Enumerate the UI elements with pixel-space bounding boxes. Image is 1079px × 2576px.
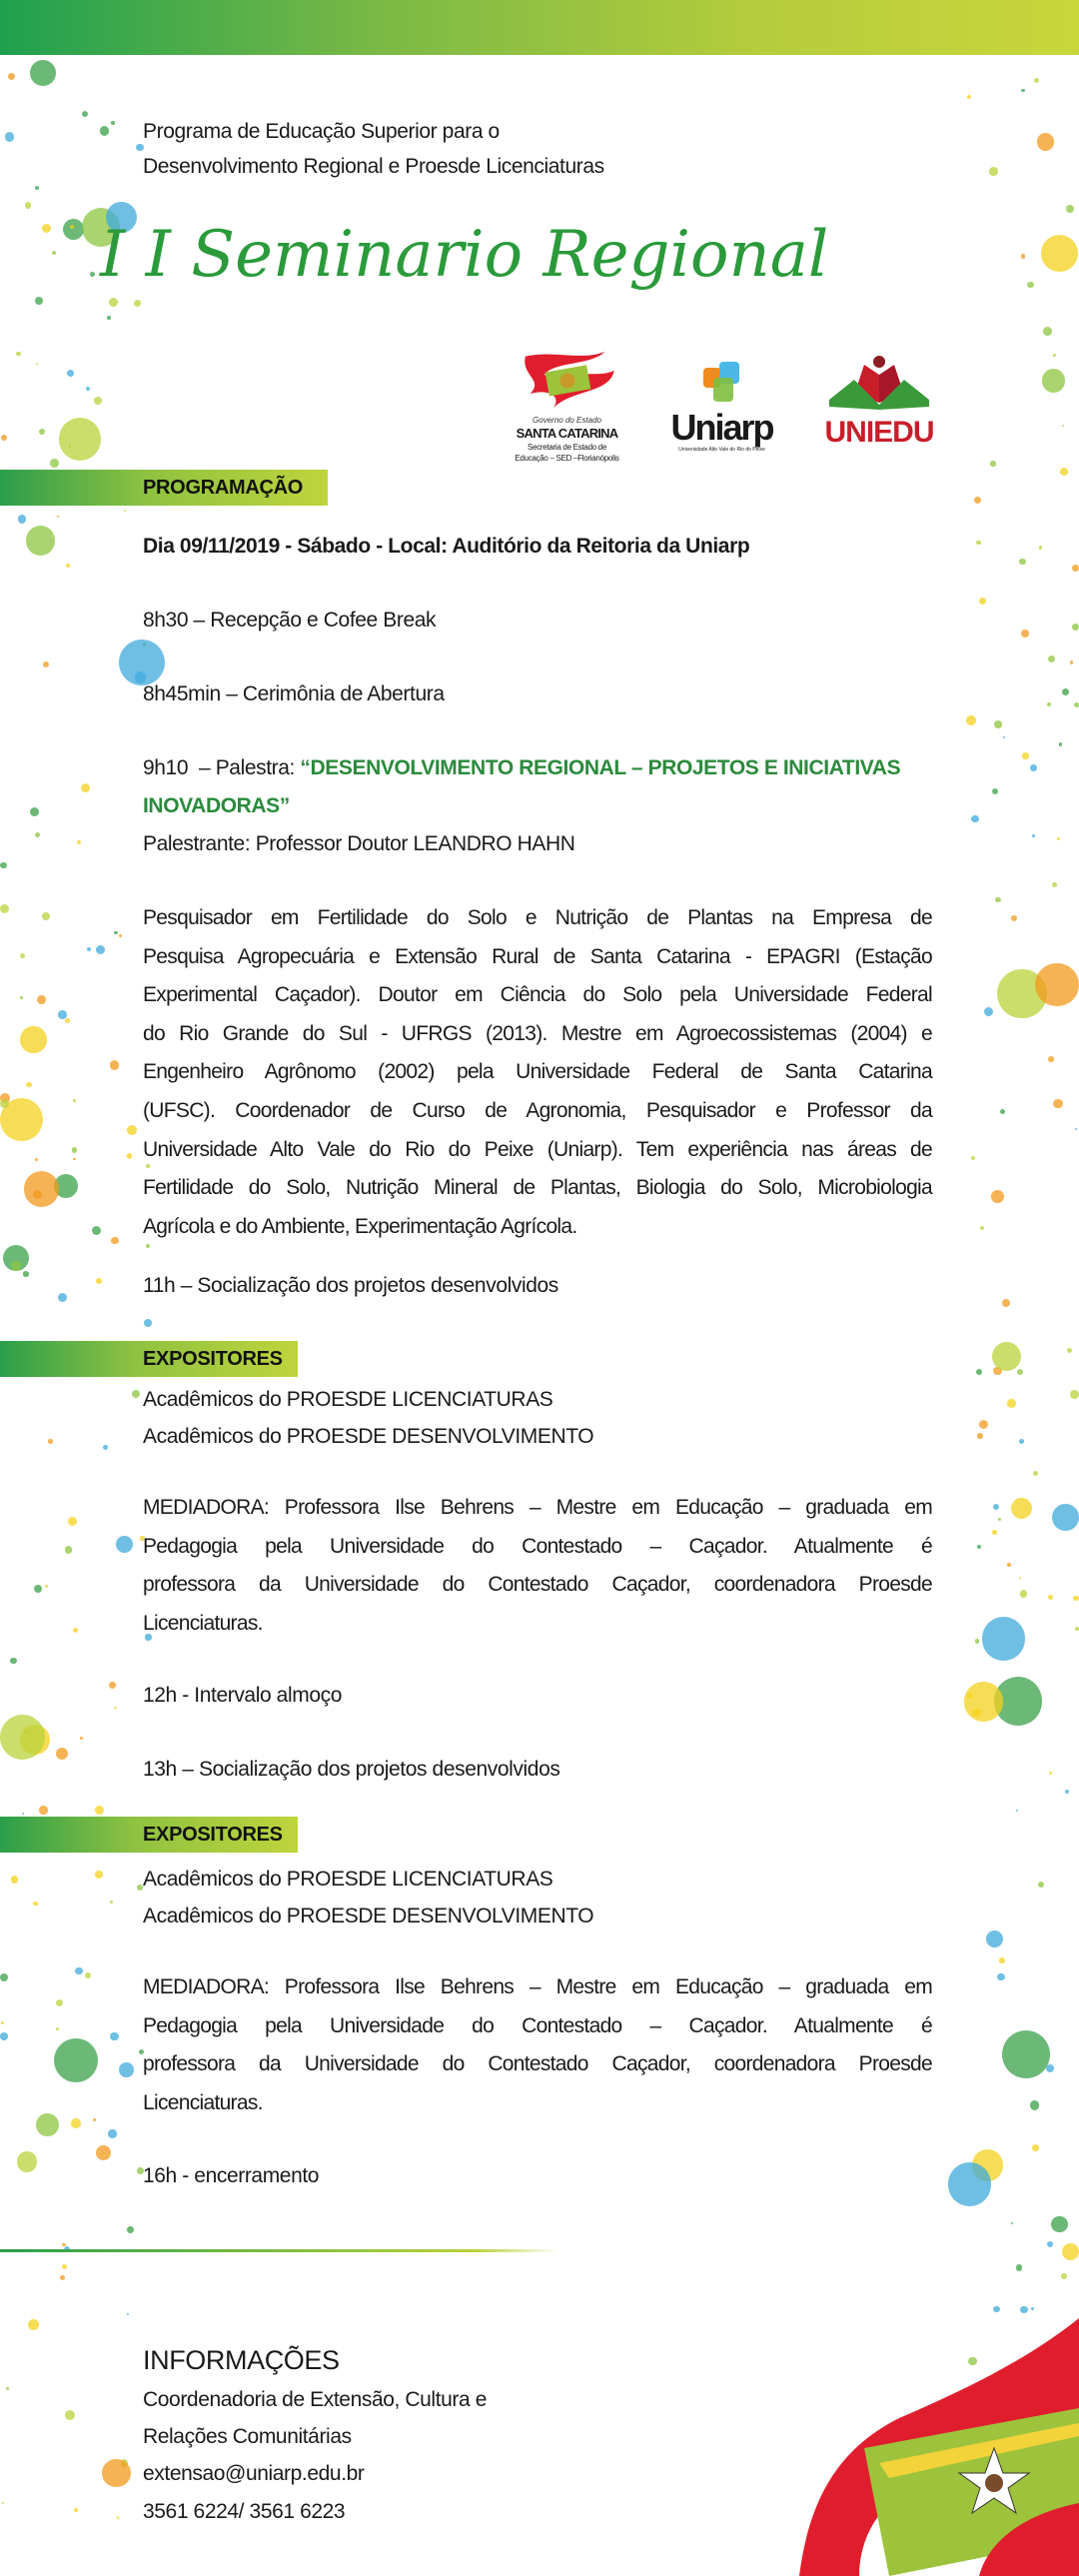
- paint-splatter: [11, 1876, 18, 1883]
- schedule-item: 8h45min – Cerimônia de Abertura: [143, 682, 445, 705]
- paint-splatter: [995, 897, 1001, 903]
- divider: [0, 2249, 559, 2252]
- paint-splatter: [35, 297, 43, 305]
- mediator-description: [143, 1975, 932, 2129]
- paint-splatter: [1047, 702, 1051, 706]
- mediator-line: Pedagogia pela Universidade do Contestado – Caçador. Atualmente é: [143, 1534, 932, 1558]
- paint-splatter: [1017, 1369, 1023, 1375]
- paint-splatter: [25, 202, 32, 209]
- paint-splatter: [1030, 764, 1037, 771]
- paint-splatter: [73, 1099, 76, 1102]
- section-heading: PROGRAMAÇÃO: [143, 477, 304, 499]
- paint-splatter: [967, 95, 971, 99]
- paint-splatter: [1046, 2064, 1054, 2072]
- paint-splatter: [117, 2516, 119, 2518]
- paint-splatter: [34, 1585, 42, 1593]
- paint-splatter: [1000, 1109, 1005, 1114]
- paint-splatter: [989, 167, 998, 176]
- paint-splatter: [975, 1639, 979, 1643]
- paint-splatter: [119, 640, 165, 685]
- paint-splatter: [5, 132, 14, 141]
- paint-splatter: [110, 2032, 118, 2040]
- paint-splatter: [8, 73, 15, 80]
- bio-line: (UFSC). Coordenador de Curso de Agronomia, Pesquisador e Professor da: [143, 1098, 932, 1122]
- paint-splatter: [23, 1271, 29, 1277]
- paint-splatter: [87, 947, 92, 952]
- logo-uniedu: [814, 355, 944, 455]
- paint-splatter: [74, 2508, 78, 2512]
- info-email-link[interactable]: extensao@uniarp.edu.br: [143, 2462, 365, 2485]
- paint-splatter: [136, 144, 144, 152]
- paint-splatter: [20, 1026, 46, 1052]
- bio-line: do Rio Grande do Sul - UFRGS (2013). Mestre em Agroecossistemas (2004) e: [143, 1021, 932, 1045]
- paint-splatter: [96, 945, 105, 954]
- paint-splatter: [111, 1237, 119, 1245]
- paint-splatter: [2, 2502, 5, 2505]
- paint-splatter: [1072, 624, 1079, 631]
- schedule-item: 13h – Socialização dos projetos desenvolvidos: [143, 1758, 560, 1781]
- paint-splatter: [26, 526, 56, 556]
- info-line: Relações Comunitárias: [143, 2425, 352, 2448]
- paint-splatter: [1067, 1348, 1072, 1353]
- logo-text: Educação – SED –Florianópolis: [515, 454, 619, 463]
- paint-splatter: [56, 2027, 59, 2030]
- paint-splatter: [1074, 702, 1079, 707]
- paint-splatter: [65, 2410, 75, 2420]
- bio-line: Pesquisa Agropecuária e Extensão Rural de Santa Catarina - EPAGRI (Estação: [143, 944, 932, 968]
- paint-splatter: [991, 1190, 1003, 1202]
- paint-splatter: [48, 1439, 53, 1444]
- section-band-expositores: [0, 1817, 298, 1853]
- paint-splatter: [1070, 660, 1074, 664]
- schedule-item: 16h - encerramento: [143, 2164, 320, 2187]
- paint-splatter: [65, 1546, 73, 1554]
- paint-splatter: [17, 2151, 38, 2172]
- paint-splatter: [1022, 752, 1028, 758]
- paint-splatter: [86, 387, 90, 391]
- paint-splatter: [60, 2275, 65, 2280]
- section-band-programacao: [0, 470, 328, 506]
- logo-text: SANTA CATARINA: [516, 426, 618, 441]
- page-title: I I Seminario Regional: [100, 218, 829, 292]
- paint-splatter: [986, 1931, 1003, 1947]
- paint-splatter: [1072, 565, 1079, 572]
- paint-splatter: [110, 1060, 119, 1069]
- paint-splatter: [42, 224, 51, 233]
- paint-splatter: [1062, 425, 1065, 428]
- paint-splatter: [39, 1806, 48, 1815]
- paint-splatter: [1019, 1577, 1021, 1579]
- paint-splatter: [1021, 630, 1029, 638]
- paint-splatter: [1003, 736, 1005, 738]
- mediator-description: [143, 1496, 932, 1650]
- paint-splatter: [1062, 688, 1069, 695]
- paint-splatter: [1047, 2241, 1053, 2247]
- paint-splatter: [73, 1158, 75, 1160]
- paint-splatter: [1037, 133, 1054, 150]
- paint-splatter: [103, 1445, 108, 1450]
- bio-line: Experimental Caçador). Doutor em Ciência do Solo pela Universidade Federal: [143, 983, 932, 1007]
- santa-catarina-flag-decoration: [779, 2298, 1079, 2576]
- schedule-item: 8h30 – Recepção e Cofee Break: [143, 609, 437, 632]
- bio-line: Engenheiro Agrônomo (2002) pela Universidade Federal de Santa Catarina: [143, 1060, 932, 1084]
- paint-splatter: [964, 1682, 1004, 1722]
- paint-splatter: [1048, 1056, 1054, 1062]
- logo-text: Governo do Estado: [533, 416, 601, 425]
- paint-splatter: [1052, 882, 1057, 887]
- logo-text: Universidade Alto Vale do Rio do Peixe: [678, 447, 765, 453]
- paint-splatter: [1011, 915, 1018, 922]
- paint-splatter: [92, 1226, 102, 1236]
- paint-splatter: [119, 934, 122, 937]
- paint-splatter: [16, 352, 20, 356]
- paint-splatter: [6, 2387, 9, 2390]
- paint-splatter: [1019, 1439, 1024, 1444]
- paint-splatter: [57, 516, 59, 518]
- paint-splatter: [1, 2021, 4, 2024]
- paint-splatter: [56, 1999, 63, 2006]
- paint-splatter: [26, 1082, 31, 1087]
- paint-splatter: [109, 1682, 116, 1689]
- paint-splatter: [45, 1585, 47, 1587]
- info-line: Coordenadoria de Extensão, Cultura e: [143, 2388, 487, 2411]
- uniedu-book-icon: [824, 355, 934, 410]
- paint-splatter: [992, 1530, 996, 1534]
- paint-splatter: [0, 2032, 8, 2040]
- paint-splatter: [62, 2264, 67, 2269]
- paint-splatter: [1016, 2264, 1022, 2270]
- paint-splatter: [977, 1545, 981, 1549]
- paint-splatter: [997, 1973, 1004, 1980]
- santa-catarina-emblem-icon: [513, 352, 622, 410]
- paint-splatter: [1053, 354, 1056, 357]
- paint-splatter: [82, 111, 89, 118]
- paint-splatter: [43, 661, 49, 667]
- paint-splatter: [1002, 2030, 1050, 2078]
- paint-splatter: [108, 2129, 116, 2137]
- paint-splatter: [990, 461, 995, 466]
- exhibitor: Acadêmicos do PROESDE LICENCIATURAS: [143, 1388, 553, 1411]
- paint-splatter: [20, 996, 23, 999]
- logo-text: Uniarp: [670, 407, 773, 448]
- paint-splatter: [1073, 1596, 1079, 1602]
- paint-splatter: [80, 1737, 84, 1741]
- paint-splatter: [999, 1957, 1004, 1962]
- paint-splatter: [66, 564, 70, 568]
- paint-splatter: [33, 1902, 37, 1906]
- paint-splatter: [974, 497, 981, 504]
- logo-text: UNIEDU: [824, 416, 934, 449]
- schedule-item: 12h - Intervalo almoço: [143, 1684, 342, 1707]
- bio-line: Agrícola e do Ambiente, Experimentação Agrícola.: [143, 1214, 577, 1238]
- paint-splatter: [71, 2118, 81, 2128]
- paint-splatter: [110, 1901, 113, 1904]
- paint-splatter: [35, 186, 39, 190]
- paint-splatter: [77, 840, 81, 844]
- paint-splatter: [144, 1319, 152, 1327]
- paint-splatter: [20, 953, 25, 958]
- paint-splatter: [59, 418, 101, 460]
- paint-splatter: [100, 126, 109, 135]
- info-phones: 3561 6224/ 3561 6223: [143, 2500, 346, 2523]
- paint-splatter: [972, 1709, 980, 1717]
- paint-splatter: [1, 435, 7, 441]
- section-heading: EXPOSITORES: [143, 1348, 283, 1370]
- speaker-bio: [143, 906, 932, 1253]
- paint-splatter: [30, 60, 56, 86]
- paint-splatter: [1038, 1882, 1044, 1888]
- paint-splatter: [1007, 1563, 1011, 1567]
- paint-splatter: [948, 2162, 992, 2206]
- paint-splatter: [1052, 1504, 1079, 1531]
- paint-splatter: [36, 2113, 59, 2136]
- paint-splatter: [1032, 2144, 1039, 2151]
- paint-splatter: [1048, 1595, 1053, 1600]
- exhibitor: Acadêmicos do PROESDE DESENVOLVIMENTO: [143, 1905, 594, 1928]
- talk-title: “DESENVOLVIMENTO REGIONAL – PROJETOS E INICIATIVAS: [300, 756, 901, 779]
- paint-splatter: [1020, 1590, 1027, 1597]
- logo-text: Secretaria de Estado de: [528, 443, 606, 452]
- exhibitor: Acadêmicos do PROESDE DESENVOLVIMENTO: [143, 1425, 594, 1448]
- paint-splatter: [10, 1658, 16, 1664]
- paint-splatter: [124, 510, 126, 512]
- paint-splatter: [132, 1390, 140, 1398]
- paint-splatter: [75, 1967, 82, 1974]
- paint-splatter: [127, 1153, 133, 1159]
- paint-splatter: [30, 807, 39, 816]
- paint-splatter: [39, 429, 45, 435]
- paint-splatter: [1075, 1128, 1077, 1130]
- speaker: Palestrante: Professor Doutor LEANDRO HAHN: [143, 832, 575, 855]
- uniarp-squares-icon: [697, 362, 747, 404]
- paint-splatter: [116, 1536, 133, 1553]
- paint-splatter: [1042, 369, 1065, 392]
- paint-splatter: [1019, 559, 1025, 565]
- logo-uniarp: [654, 362, 789, 457]
- paint-splatter: [971, 1156, 975, 1160]
- paint-splatter: [95, 1806, 104, 1815]
- paint-splatter: [111, 121, 114, 124]
- mediator-line: professora da Universidade do Contestado Caçador, coordenadora Proesde: [143, 2052, 932, 2076]
- paint-splatter: [979, 1420, 988, 1429]
- paint-splatter: [37, 995, 46, 1004]
- paint-splatter: [1016, 1810, 1018, 1812]
- exhibitor: Acadêmicos do PROESDE LICENCIATURAS: [143, 1868, 553, 1891]
- program-name-line2: Desenvolvimento Regional e Proesde Licenciaturas: [143, 155, 604, 178]
- paint-splatter: [93, 2118, 96, 2121]
- mediator-line: Licenciaturas.: [143, 1611, 263, 1635]
- paint-splatter: [52, 251, 56, 255]
- paint-splatter: [1027, 282, 1034, 289]
- logo-santa-catarina: [500, 352, 634, 467]
- paint-splatter: [65, 1018, 70, 1023]
- paint-splatter: [979, 598, 986, 605]
- event-date-location: Dia 09/11/2019 - Sábado - Local: Auditório da Reitoria da Uniarp: [143, 535, 750, 558]
- bio-line: Fertilidade do Solo, Nutrição Mineral de Plantas, Biologia do Solo, Microbiologia: [143, 1176, 932, 1200]
- paint-splatter: [1061, 2273, 1067, 2279]
- paint-splatter: [35, 832, 40, 837]
- paint-splatter: [1021, 89, 1024, 92]
- paint-splatter: [114, 931, 117, 934]
- section-heading: EXPOSITORES: [143, 1824, 283, 1846]
- paint-splatter: [127, 1125, 137, 1135]
- mediator-line: Pedagogia pela Universidade do Contestado – Caçador. Atualmente é: [143, 2013, 932, 2037]
- paint-splatter: [992, 788, 998, 794]
- paint-splatter: [1043, 327, 1052, 336]
- mediator-line: MEDIADORA: Professora Ilse Behrens – Mestre em Educação – graduada em: [143, 1496, 932, 1519]
- paint-splatter: [1065, 1790, 1069, 1794]
- paint-splatter: [1060, 468, 1068, 476]
- paint-splatter: [107, 316, 111, 320]
- paint-splatter: [22, 1813, 24, 1815]
- paint-splatter: [63, 219, 84, 240]
- paint-splatter: [1066, 205, 1074, 213]
- top-banner: [0, 0, 1079, 55]
- paint-splatter: [1070, 1390, 1079, 1399]
- bio-line: Pesquisador em Fertilidade do Solo e Nutrição de Plantas na Empresa de: [143, 906, 932, 929]
- paint-splatter: [971, 815, 978, 822]
- mediator-line: Licenciaturas.: [143, 2090, 263, 2114]
- paint-splatter: [1007, 1399, 1016, 1408]
- paint-splatter: [96, 2145, 111, 2160]
- paint-splatter: [85, 1972, 91, 1978]
- paint-splatter: [1035, 963, 1079, 1007]
- paint-splatter: [984, 1007, 993, 1016]
- program-name-line1: Programa de Educação Superior para o: [143, 120, 500, 143]
- paint-splatter: [982, 1617, 1025, 1660]
- paint-splatter: [56, 1748, 68, 1760]
- schedule-item-talk: [143, 756, 900, 780]
- schedule-item: 11h – Socialização dos projetos desenvolvidos: [143, 1274, 558, 1297]
- paint-splatter: [1032, 834, 1035, 837]
- paint-splatter: [994, 720, 1001, 727]
- paint-splatter: [102, 2459, 131, 2488]
- paint-splatter: [81, 783, 90, 792]
- paint-splatter: [993, 1504, 999, 1510]
- paint-splatter: [95, 1871, 103, 1879]
- paint-splatter: [0, 862, 6, 868]
- talk-title-cont: INOVADORAS”: [143, 794, 290, 817]
- section-band-expositores: [0, 1341, 298, 1377]
- paint-splatter: [1030, 2100, 1039, 2109]
- paint-splatter: [976, 1369, 982, 1375]
- paint-splatter: [1057, 837, 1060, 840]
- paint-splatter: [1039, 546, 1043, 550]
- paint-splatter: [36, 363, 38, 365]
- paint-splatter: [54, 2038, 98, 2082]
- info-heading: INFORMAÇÕES: [143, 2345, 340, 2375]
- paint-splatter: [134, 300, 141, 307]
- paint-splatter: [1049, 1772, 1052, 1775]
- paint-splatter: [42, 912, 50, 920]
- paint-splatter: [1002, 1299, 1010, 1307]
- paint-splatter: [1021, 254, 1026, 259]
- paint-splatter: [35, 1158, 38, 1161]
- paint-splatter: [998, 1518, 1001, 1521]
- paint-splatter: [114, 1707, 117, 1710]
- paint-splatter: [1034, 78, 1039, 83]
- paint-splatter: [977, 1433, 982, 1438]
- paint-splatter: [18, 515, 26, 523]
- paint-splatter: [11, 1261, 21, 1271]
- paint-splatter: [1053, 1099, 1063, 1109]
- paint-splatter: [976, 541, 981, 546]
- paint-splatter: [96, 1278, 103, 1285]
- paint-splatter: [0, 1973, 8, 1981]
- paint-splatter: [980, 1226, 984, 1230]
- paint-splatter: [119, 2062, 134, 2077]
- paint-splatter: [24, 1171, 59, 1206]
- paint-splatter: [94, 397, 102, 405]
- mediator-line: MEDIADORA: Professora Ilse Behrens – Mestre em Educação – graduada em: [143, 1975, 932, 1998]
- paint-splatter: [1075, 1627, 1079, 1631]
- bio-line: Universidade Alto Vale do Rio do Peixe (Uniarp). Tem experiência nas áreas de: [143, 1137, 932, 1161]
- paint-splatter: [1059, 742, 1062, 745]
- paint-splatter: [68, 1517, 77, 1526]
- paint-splatter: [73, 1628, 78, 1633]
- talk-time: 9h10 – Palestra:: [143, 756, 301, 779]
- paint-splatter: [50, 459, 58, 467]
- paint-splatter: [28, 2319, 39, 2330]
- paint-splatter: [1011, 1498, 1032, 1519]
- paint-splatter: [67, 370, 74, 377]
- paint-splatter: [127, 2226, 134, 2233]
- paint-splatter: [966, 715, 976, 725]
- paint-splatter: [1011, 2222, 1014, 2225]
- paint-splatter: [72, 1147, 78, 1153]
- paint-splatter: [127, 2313, 129, 2315]
- paint-splatter: [58, 1293, 67, 1302]
- paint-splatter: [0, 904, 9, 913]
- paint-splatter: [1048, 655, 1055, 662]
- paint-splatter: [1033, 1471, 1038, 1476]
- paint-splatter: [1041, 235, 1078, 272]
- paint-splatter: [1062, 2243, 1079, 2260]
- paint-splatter: [90, 272, 95, 277]
- paint-splatter: [109, 298, 119, 308]
- mediator-line: professora da Universidade do Contestado Caçador, coordenadora Proesde: [143, 1573, 932, 1597]
- paint-splatter: [1051, 2216, 1068, 2233]
- paint-splatter: [992, 1342, 1021, 1371]
